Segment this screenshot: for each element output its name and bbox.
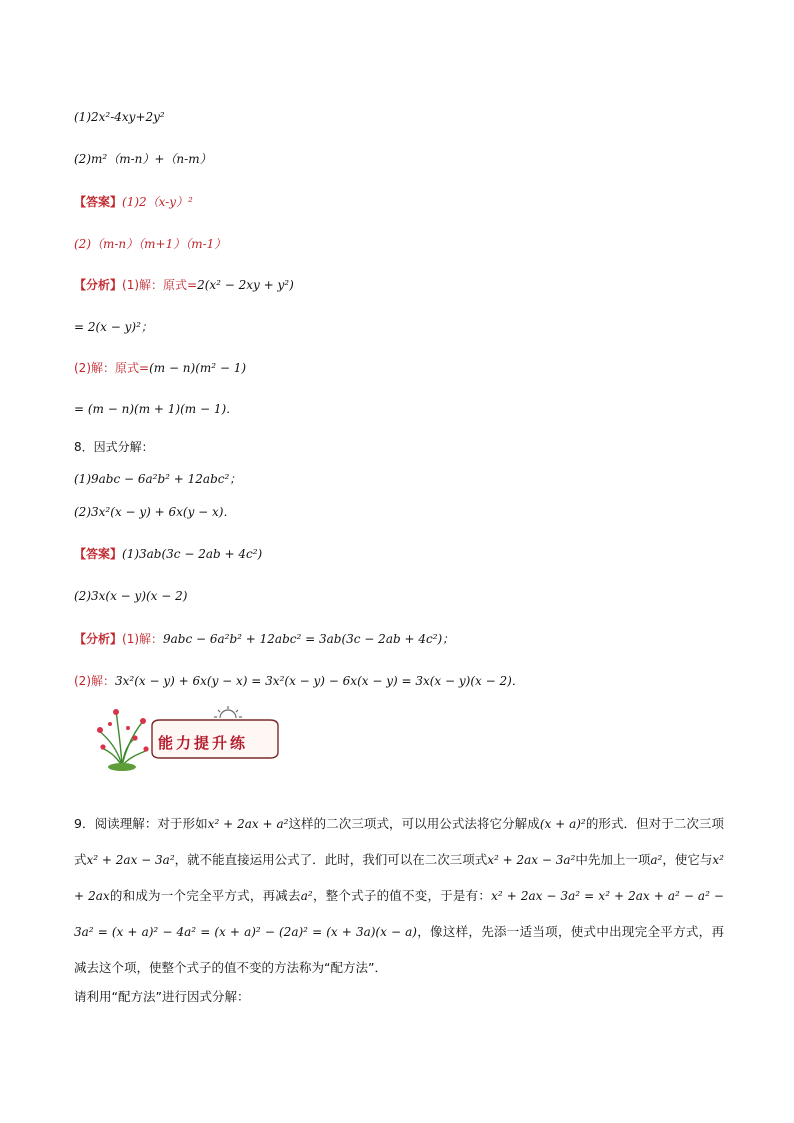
question-8-title: 8．因式分解：: [74, 440, 154, 454]
analysis-8-row-1: 【分析】(1)解：9abc − 6a²b² + 12abc² = 3ab(3c − 2ab + 4c²)；: [74, 632, 455, 646]
analysis-label: 【分析】: [74, 278, 123, 292]
analysis-8-row-2: (2)解：3x²(x − y) + 6x(y − x) = 3x²(x − y) − 6x(x − y) = 3x(x − y)(x − 2)．: [74, 674, 524, 688]
analysis-label: 【分析】: [74, 632, 123, 646]
analysis-7-row-3: (2)解：原式=(m − n)(m² − 1): [74, 361, 247, 375]
banner-title: 能力提升练: [158, 734, 249, 752]
q7-item-1: (1)2x²-4xy+2y²: [74, 110, 165, 124]
question-9-instruction: 请利用“配方法”进行因式分解：: [74, 989, 250, 1004]
question-8-item-2: (2)3x²(x − y) + 6x(y − x)．: [74, 505, 236, 519]
analysis-7-row-4: = (m − n)(m + 1)(m − 1)．: [74, 402, 239, 416]
section-banner: [88, 700, 278, 772]
answer-7-row-1: 【答案】(1)2（x-y）²: [74, 195, 193, 209]
answer-8-row-1: 【答案】(1)3ab(3c − 2ab + 4c²): [74, 547, 263, 561]
analysis-7-row-1: 【分析】(1)解：原式=2(x² − 2xy + y²): [74, 278, 294, 292]
answer-8-row-2: (2)3x(x − y)(x − 2): [74, 589, 188, 603]
analysis-7-row-2: = 2(x − y)²；: [74, 320, 153, 334]
question-8-item-1: (1)9abc − 6a²b² + 12abc²；: [74, 472, 242, 486]
answer-label: 【答案】: [74, 547, 123, 561]
answer-label: 【答案】: [74, 195, 123, 209]
answer-7-row-2: (2)（m-n）（m+1）（m-1）: [74, 237, 227, 251]
q7-item-2: (2)m²（m-n）+（n-m）: [74, 152, 212, 166]
question-9-paragraph: 9．阅读理解：对于形如x² + 2ax + a²这样的二次三项式，可以用公式法将它分解成(x + a)²的形式．但对于二次三项式x² + 2ax − 3a²，就不能直接运用公式了．此时，我们可以在二次三项式x² + 2ax − 3a²中先加上一项a²，使它与x² + 2ax的和成为一个完全平方式，再减去a²，整个式子的值不变，于是有：x² + 2ax − 3a² = x² + 2ax + a² − a² − 3a² = (x + a)² − 4a² = (x + a)² − (2a)² = (x + 3a)(x − a)，像这样，先添一适当项，使式中出现完全平方式，再减去这个项，使整个式子的值不变的方法称为“配方法”．: [74, 816, 724, 975]
